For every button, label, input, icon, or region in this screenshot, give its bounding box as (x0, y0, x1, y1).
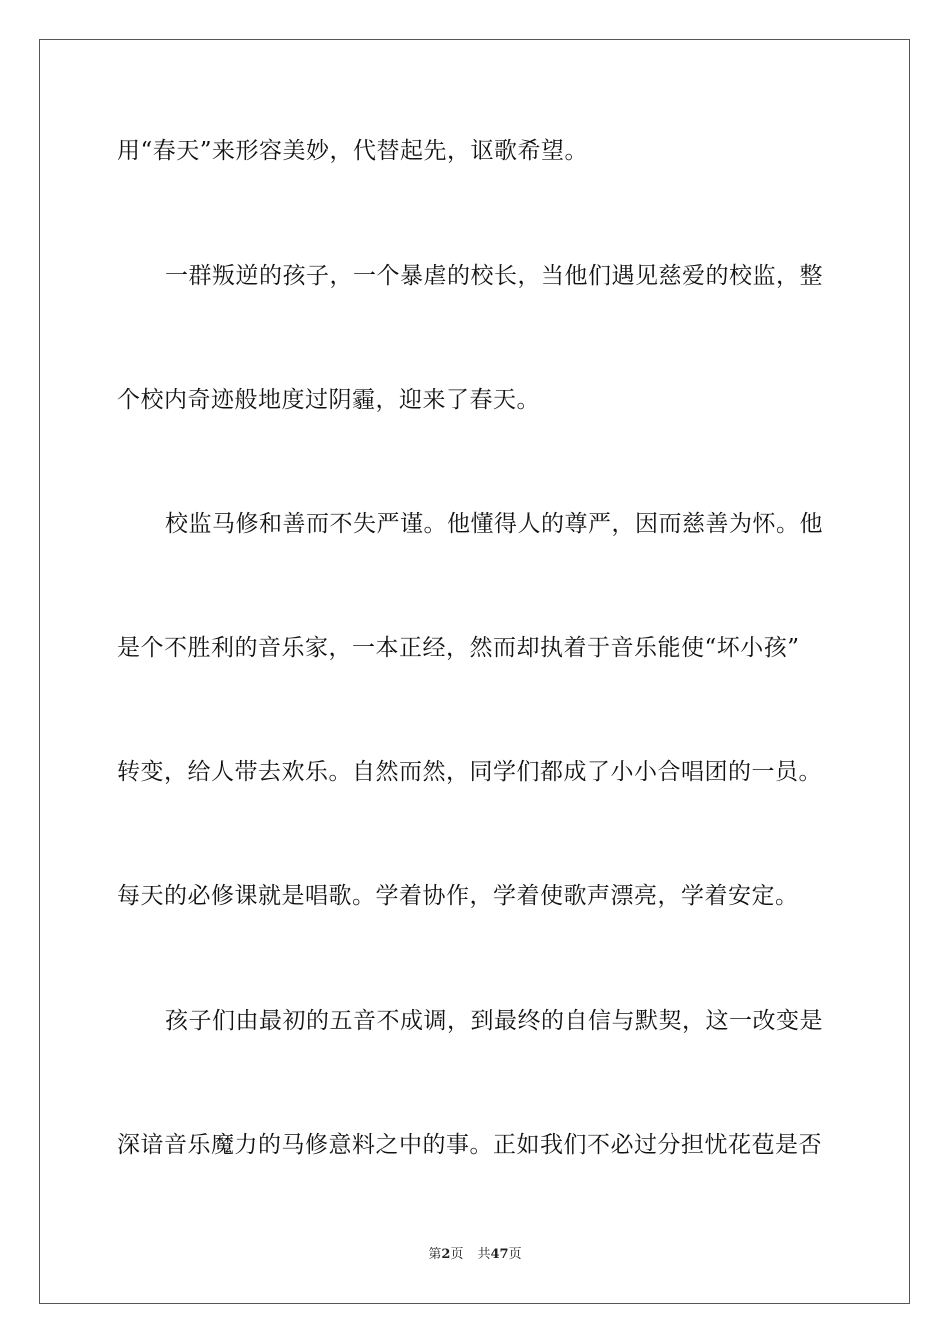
page-footer (0, 1246, 950, 1264)
text-line-8: 孩子们由最初的五音不成调，到最终的自信与默契，这一改变是 (165, 1008, 823, 1034)
page-border (39, 39, 910, 1304)
text-line-1: 用“春天”来形容美妙，代替起先，讴歌希望。 (117, 138, 589, 164)
text-line-3: 个校内奇迹般地度过阴霾，迎来了春天。 (117, 387, 540, 413)
text-line-6: 转变，给人带去欢乐。自然而然，同学们都成了小小合唱团的一员。 (117, 759, 822, 785)
text-line-9: 深谙音乐魔力的马修意料之中的事。正如我们不必过分担忧花苞是否 (117, 1132, 822, 1158)
current-page-number: 2 (441, 1247, 451, 1262)
total-page-count: 47 (490, 1247, 509, 1262)
page-prefix: 第 (428, 1247, 442, 1262)
text-line-2: 一群叛逆的孩子，一个暴虐的校长，当他们遇见慈爱的校监，整 (165, 263, 823, 289)
total-suffix: 页 (508, 1247, 522, 1262)
text-line-5: 是个不胜利的音乐家，一本正经，然而却执着于音乐能使“坏小孩” (117, 635, 800, 661)
text-line-7: 每天的必修课就是唱歌。学着协作，学着使歌声漂亮，学着安定。 (117, 883, 799, 909)
page-suffix: 页 (450, 1247, 464, 1262)
text-line-4: 校监马修和善而不失严谨。他懂得人的尊严，因而慈善为怀。他 (165, 511, 823, 537)
total-prefix: 共 (477, 1247, 491, 1262)
